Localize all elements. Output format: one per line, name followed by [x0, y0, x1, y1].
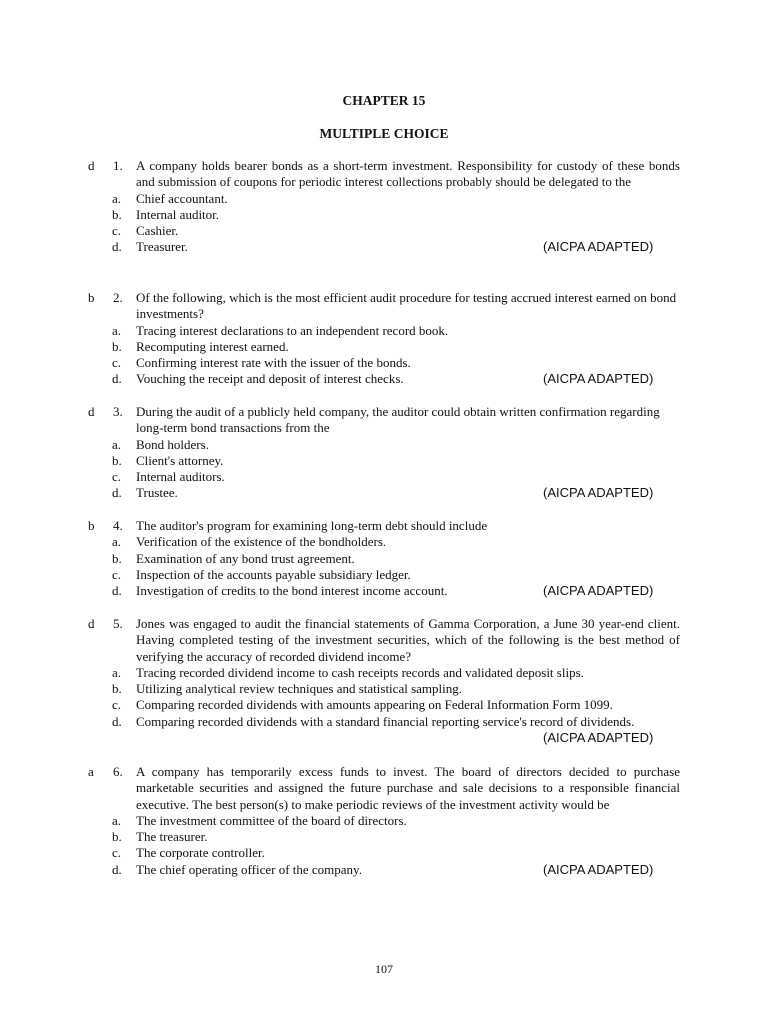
option-text: Client's attorney. [136, 452, 224, 468]
section-heading: MULTIPLE CHOICE [319, 126, 449, 141]
page-number: 107 [375, 962, 393, 976]
option [88, 191, 680, 207]
option-letter: b. [112, 550, 122, 566]
question-2 [88, 290, 680, 388]
option-letter: a. [112, 812, 122, 828]
question-stem: The auditor's program for examining long-term debt should include [136, 518, 488, 533]
option-letter: c. [112, 845, 122, 861]
option [88, 845, 680, 861]
option-text: Internal auditor. [136, 206, 220, 222]
option-letter: a. [112, 190, 122, 206]
source-label: (AICPA ADAPTED) [543, 371, 654, 387]
question-number: 1. [113, 158, 123, 173]
option-text: Cashier. [136, 223, 179, 239]
question-6 [88, 764, 680, 878]
option-text: Comparing recorded dividends with a standard financial reporting service's record of dividends. [136, 713, 635, 729]
option-letter: d. [112, 239, 122, 255]
option-text: Comparing recorded dividends with amounts appearing on Federal Information Form 1099. [136, 697, 613, 713]
option-text: Tracing interest declarations to an independent record book. [136, 322, 449, 338]
option-text: Tracing recorded dividend income to cash receipts records and validated deposit slips. [136, 664, 584, 680]
source-label: (AICPA ADAPTED) [543, 861, 654, 877]
option-letter: d. [112, 583, 122, 599]
option-text: Chief accountant. [136, 190, 228, 206]
answer-key: d [88, 404, 95, 419]
option-letter: d. [112, 861, 122, 877]
answer-key: b [88, 290, 95, 305]
answer-key: b [88, 518, 95, 533]
option [88, 551, 680, 567]
question-5 [88, 616, 680, 746]
option [88, 371, 680, 387]
question-1 [88, 158, 680, 256]
option-letter: d. [112, 713, 122, 729]
option [88, 485, 680, 501]
question-stem: During the audit of a publicly held company, the auditor could obtain written confirmation regarding long-term bond transactions from the [136, 404, 660, 436]
option [88, 583, 680, 599]
option-text: Trustee. [136, 485, 178, 501]
option-letter: d. [112, 371, 122, 387]
option [88, 437, 680, 453]
chapter-heading: CHAPTER 15 [342, 93, 426, 108]
option-text: Bond holders. [136, 436, 209, 452]
question-stem: Jones was engaged to audit the financial statements of Gamma Corporation, a June 30 year-end client. Having completed testing of the investment securities, which of the following is the best method of verifying the accuracy of recorded dividend income? [136, 616, 680, 664]
option-letter: a. [112, 664, 122, 680]
option [88, 665, 680, 681]
question-number: 5. [113, 616, 123, 631]
option-text: Confirming interest rate with the issuer of the bonds. [136, 355, 411, 371]
option-letter: c. [112, 223, 122, 239]
answer-key: d [88, 616, 95, 631]
option-letter: d. [112, 485, 122, 501]
option-letter: b. [112, 338, 122, 354]
option-letter: a. [112, 436, 122, 452]
option [88, 469, 680, 485]
option [88, 355, 680, 371]
option [88, 239, 680, 255]
source-label: (AICPA ADAPTED) [543, 239, 654, 255]
option-text: Examination of any bond trust agreement. [136, 550, 355, 566]
option [88, 207, 680, 223]
option-text: The investment committee of the board of directors. [136, 812, 407, 828]
option-text: Treasurer. [136, 239, 188, 255]
option [88, 829, 680, 845]
question-number: 3. [113, 404, 123, 419]
option [88, 714, 680, 730]
option [88, 323, 680, 339]
option-text: Verification of the existence of the bondholders. [136, 534, 387, 550]
question-number: 2. [113, 290, 123, 305]
question-3 [88, 404, 680, 502]
option-letter: b. [112, 829, 122, 845]
option [88, 567, 680, 583]
option [88, 697, 680, 713]
option-letter: a. [112, 322, 122, 338]
question-number: 4. [113, 518, 123, 533]
option-letter: b. [112, 452, 122, 468]
answer-key: d [88, 158, 95, 173]
option-text: Recomputing interest earned. [136, 338, 289, 354]
option-text: The corporate controller. [136, 845, 265, 861]
question-stem: A company holds bearer bonds as a short-term investment. Responsibility for custody of these bonds and submission of coupons for periodic interest collections probably should be delegated to the [136, 158, 680, 190]
option [88, 813, 680, 829]
question-stem: A company has temporarily excess funds to invest. The board of directors decided to purchase marketable securities and assigned the future purchase and sale decisions to a responsible financial executive. The best person(s) to make periodic reviews of the investment activity would be [136, 764, 680, 812]
option [88, 453, 680, 469]
option-letter: b. [112, 681, 122, 697]
option-letter: c. [112, 355, 122, 371]
option-text: Internal auditors. [136, 469, 225, 485]
option-text: Utilizing analytical review techniques and statistical sampling. [136, 681, 462, 697]
option-text: Investigation of credits to the bond interest income account. [136, 583, 448, 599]
question-number: 6. [113, 764, 123, 779]
question-stem: Of the following, which is the most efficient audit procedure for testing accrued interest earned on bond investments? [136, 290, 677, 322]
source-label: (AICPA ADAPTED) [543, 583, 654, 599]
option-letter: c. [112, 697, 122, 713]
option [88, 534, 680, 550]
question-4 [88, 518, 680, 599]
option-text: The chief operating officer of the company. [136, 861, 362, 877]
option [88, 862, 680, 878]
source-label: (AICPA ADAPTED) [543, 730, 654, 746]
option-text: Vouching the receipt and deposit of interest checks. [136, 371, 404, 387]
source-label: (AICPA ADAPTED) [543, 485, 654, 501]
option-text: The treasurer. [136, 829, 208, 845]
option-letter: a. [112, 534, 122, 550]
option [88, 339, 680, 355]
option-letter: c. [112, 469, 122, 485]
option-letter: b. [112, 206, 122, 222]
answer-key: a [88, 764, 94, 779]
option-letter: c. [112, 566, 122, 582]
option [88, 223, 680, 239]
option [88, 681, 680, 697]
option-text: Inspection of the accounts payable subsidiary ledger. [136, 566, 411, 582]
